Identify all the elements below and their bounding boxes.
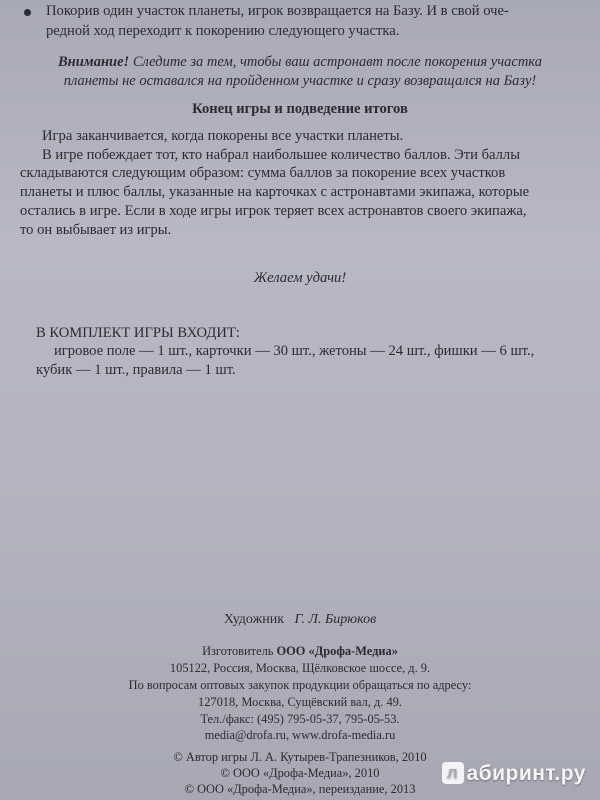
maker-name: ООО «Дрофа-Медиа» [276, 644, 398, 658]
web-line: media@drofa.ru, www.drofa-media.ru [204, 728, 396, 742]
maker-label: Изготовитель [202, 644, 274, 658]
wholesale-note: По вопросам оптовых закупок продукции обращаться по адресу: [128, 678, 472, 692]
bullet-icon [24, 9, 31, 16]
end-game-line-4: планеты и плюс баллы, указанные на карточках с астронавтами экипажа, которые [20, 184, 530, 200]
artist-label: Художник [223, 612, 285, 627]
bullet-line-1: Покорив один участок планеты, игрок возвращается на Базу. И в свой оче- [46, 3, 509, 19]
attention-line-1 [0, 53, 600, 72]
end-game-line-2: В игре побеждает тот, кто набрал наибольшее количество баллов. Эти баллы [42, 147, 521, 163]
labirint-logo-icon: л [442, 762, 464, 784]
phone-line: Тел./факс: (495) 795-05-37, 795-05-53. [200, 712, 400, 726]
end-game-line-3: складываются следующим образом: сумма баллов за покорение всех участков [20, 165, 506, 181]
labirint-watermark [442, 762, 587, 786]
copyright-2: © ООО «Дрофа-Медиа», 2010 [220, 766, 380, 780]
contents-line-1: игровое поле — 1 шт., карточки — 30 шт., жетоны — 24 шт., фишки — 6 шт., [54, 343, 535, 359]
end-game-line-5: остались в игре. Если в ходе игры игрок теряет всех астронавтов своего экипажа, [20, 203, 527, 219]
contents-line-2: кубик — 1 шт., правила — 1 шт. [36, 362, 236, 378]
end-game-line-6: то он выбывает из игры. [20, 222, 172, 238]
attention-label: Внимание! [58, 54, 130, 70]
attention-line-2: планеты не оставался на пройденном участке и сразу возвращался на Базу! [63, 73, 537, 89]
wish-text: Желаем удачи! [253, 270, 347, 286]
copyright-3: © ООО «Дрофа-Медиа», переиздание, 2013 [184, 782, 416, 796]
maker-line [0, 643, 600, 660]
bullet-line-2: редной ход переходит к покорению следующего участка. [46, 23, 400, 39]
attention-text: Следите за тем, чтобы ваш астронавт после покорения участка [132, 54, 542, 70]
end-game-line-1: Игра заканчивается, когда покорены все участки планеты. [42, 128, 404, 144]
wholesale-address: 127018, Москва, Сущёвский вал, д. 49. [198, 695, 402, 709]
artist-credit [0, 612, 600, 628]
copyright-1: © Автор игры Л. А. Кутырев-Трапезников, 2010 [173, 750, 427, 764]
watermark-text: абиринт.ру [466, 762, 586, 785]
artist-name: Г. Л. Бирюков [294, 612, 377, 627]
maker-address: 105122, Россия, Москва, Щёлковское шоссе, д. 9. [169, 661, 431, 675]
contents-title: В КОМПЛЕКТ ИГРЫ ВХОДИТ: [36, 325, 240, 341]
end-game-heading: Конец игры и подведение итогов [192, 101, 408, 117]
